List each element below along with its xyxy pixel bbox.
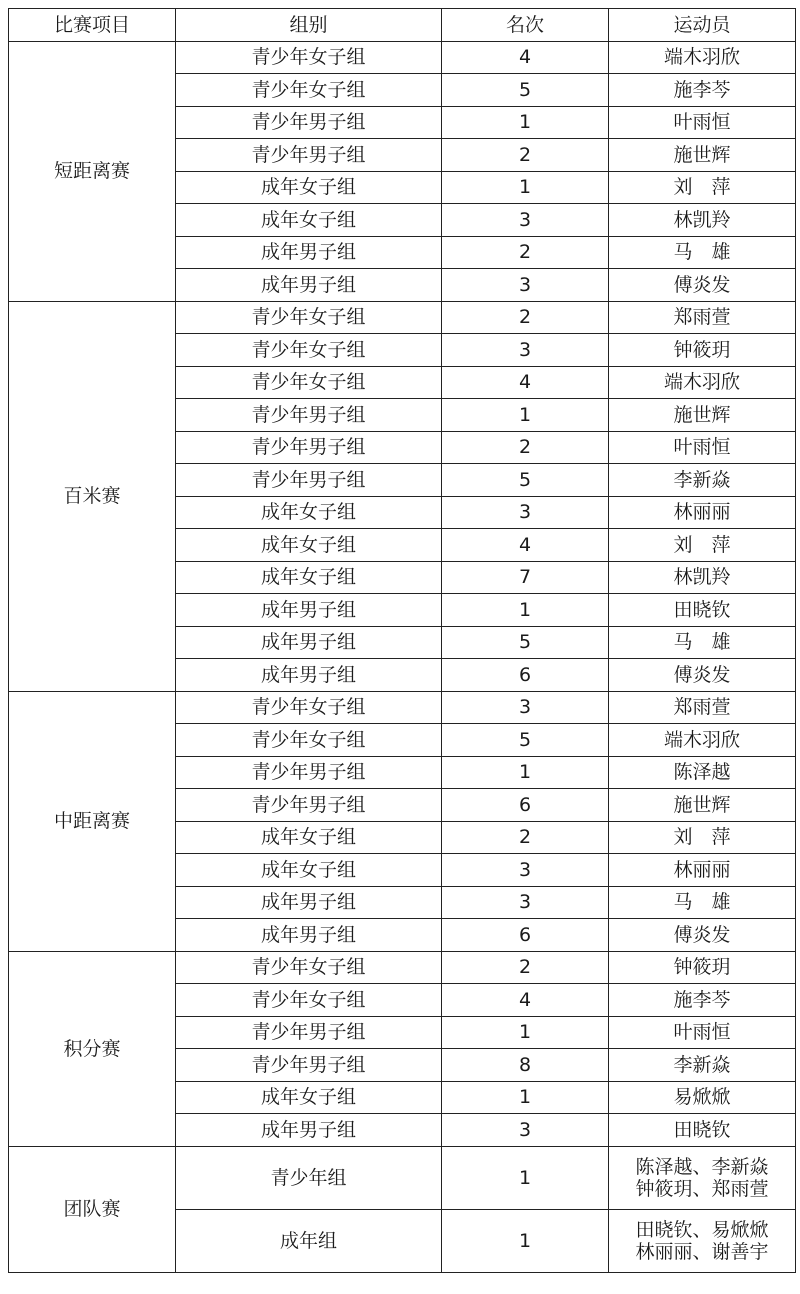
rank-cell: 1 bbox=[442, 1146, 609, 1209]
rank-cell: 4 bbox=[442, 41, 609, 74]
rank-cell: 5 bbox=[442, 74, 609, 107]
group-cell: 青少年女子组 bbox=[176, 724, 442, 757]
athlete-cell: 钟筱玥 bbox=[609, 334, 796, 367]
athlete-cell: 林凯羚 bbox=[609, 561, 796, 594]
athlete-cell: 端木羽欣 bbox=[609, 724, 796, 757]
event-name-cell: 百米赛 bbox=[9, 301, 176, 691]
athlete-cell: 田晓钦、易焮焮 林丽丽、谢善宇 bbox=[609, 1209, 796, 1272]
rank-cell: 3 bbox=[442, 269, 609, 302]
group-cell: 青少年女子组 bbox=[176, 41, 442, 74]
table-body bbox=[9, 41, 796, 1272]
group-cell: 成年女子组 bbox=[176, 1081, 442, 1114]
group-cell: 成年男子组 bbox=[176, 1114, 442, 1147]
group-cell: 成年女子组 bbox=[176, 821, 442, 854]
group-cell: 青少年女子组 bbox=[176, 334, 442, 367]
group-cell: 成年男子组 bbox=[176, 269, 442, 302]
rank-cell: 4 bbox=[442, 366, 609, 399]
rank-cell: 3 bbox=[442, 886, 609, 919]
athlete-cell: 施世辉 bbox=[609, 399, 796, 432]
rank-cell: 1 bbox=[442, 171, 609, 204]
rank-cell: 5 bbox=[442, 464, 609, 497]
athlete-cell: 钟筱玥 bbox=[609, 951, 796, 984]
table-row bbox=[9, 951, 796, 984]
athlete-cell: 刘 萍 bbox=[609, 529, 796, 562]
group-cell: 成年女子组 bbox=[176, 204, 442, 237]
group-cell: 青少年女子组 bbox=[176, 74, 442, 107]
rank-cell: 6 bbox=[442, 659, 609, 692]
group-cell: 成年男子组 bbox=[176, 919, 442, 952]
event-name-cell: 团队赛 bbox=[9, 1146, 176, 1272]
athlete-cell: 叶雨恒 bbox=[609, 1016, 796, 1049]
athlete-cell: 李新焱 bbox=[609, 1049, 796, 1082]
rank-cell: 3 bbox=[442, 854, 609, 887]
rank-cell: 2 bbox=[442, 236, 609, 269]
athlete-cell: 傅炎发 bbox=[609, 269, 796, 302]
group-cell: 成年男子组 bbox=[176, 236, 442, 269]
group-cell: 青少年女子组 bbox=[176, 984, 442, 1017]
rank-cell: 3 bbox=[442, 691, 609, 724]
athlete-cell: 马 雄 bbox=[609, 236, 796, 269]
group-cell: 成年女子组 bbox=[176, 529, 442, 562]
event-name-cell: 积分赛 bbox=[9, 951, 176, 1146]
rank-cell: 1 bbox=[442, 1016, 609, 1049]
header-group: 组别 bbox=[176, 9, 442, 42]
group-cell: 成年男子组 bbox=[176, 886, 442, 919]
rank-cell: 7 bbox=[442, 561, 609, 594]
group-cell: 青少年男子组 bbox=[176, 399, 442, 432]
group-cell: 成年女子组 bbox=[176, 496, 442, 529]
athlete-cell: 陈泽越、李新焱 钟筱玥、郑雨萱 bbox=[609, 1146, 796, 1209]
rank-cell: 3 bbox=[442, 1114, 609, 1147]
rank-cell: 3 bbox=[442, 334, 609, 367]
rank-cell: 1 bbox=[442, 106, 609, 139]
athlete-cell: 马 雄 bbox=[609, 626, 796, 659]
rank-cell: 1 bbox=[442, 756, 609, 789]
rank-cell: 4 bbox=[442, 529, 609, 562]
group-cell: 青少年男子组 bbox=[176, 756, 442, 789]
header-event: 比赛项目 bbox=[9, 9, 176, 42]
results-table bbox=[8, 8, 796, 1273]
athlete-cell: 田晓钦 bbox=[609, 1114, 796, 1147]
group-cell: 青少年女子组 bbox=[176, 691, 442, 724]
header-rank: 名次 bbox=[442, 9, 609, 42]
athlete-cell: 傅炎发 bbox=[609, 919, 796, 952]
group-cell: 青少年男子组 bbox=[176, 106, 442, 139]
group-cell: 青少年男子组 bbox=[176, 464, 442, 497]
rank-cell: 1 bbox=[442, 399, 609, 432]
table-row bbox=[9, 41, 796, 74]
rank-cell: 1 bbox=[442, 594, 609, 627]
group-cell: 青少年组 bbox=[176, 1146, 442, 1209]
athlete-cell: 李新焱 bbox=[609, 464, 796, 497]
rank-cell: 2 bbox=[442, 431, 609, 464]
athlete-cell: 端木羽欣 bbox=[609, 366, 796, 399]
athlete-cell: 田晓钦 bbox=[609, 594, 796, 627]
rank-cell: 5 bbox=[442, 724, 609, 757]
group-cell: 青少年男子组 bbox=[176, 1049, 442, 1082]
athlete-cell: 马 雄 bbox=[609, 886, 796, 919]
event-name-cell: 中距离赛 bbox=[9, 691, 176, 951]
table-row bbox=[9, 301, 796, 334]
rank-cell: 5 bbox=[442, 626, 609, 659]
header-athlete: 运动员 bbox=[609, 9, 796, 42]
group-cell: 青少年男子组 bbox=[176, 139, 442, 172]
rank-cell: 6 bbox=[442, 789, 609, 822]
athlete-cell: 林凯羚 bbox=[609, 204, 796, 237]
group-cell: 青少年男子组 bbox=[176, 431, 442, 464]
athlete-cell: 施世辉 bbox=[609, 139, 796, 172]
group-cell: 成年女子组 bbox=[176, 171, 442, 204]
group-cell: 青少年男子组 bbox=[176, 789, 442, 822]
athlete-cell: 傅炎发 bbox=[609, 659, 796, 692]
rank-cell: 1 bbox=[442, 1209, 609, 1272]
athlete-cell: 刘 萍 bbox=[609, 171, 796, 204]
athlete-cell: 施李芩 bbox=[609, 74, 796, 107]
rank-cell: 2 bbox=[442, 951, 609, 984]
athlete-cell: 施世辉 bbox=[609, 789, 796, 822]
athlete-cell: 叶雨恒 bbox=[609, 106, 796, 139]
table-row bbox=[9, 1146, 796, 1209]
rank-cell: 2 bbox=[442, 301, 609, 334]
athlete-cell: 叶雨恒 bbox=[609, 431, 796, 464]
group-cell: 青少年女子组 bbox=[176, 301, 442, 334]
athlete-cell: 易焮焮 bbox=[609, 1081, 796, 1114]
group-cell: 青少年男子组 bbox=[176, 1016, 442, 1049]
event-name-cell: 短距离赛 bbox=[9, 41, 176, 301]
athlete-cell: 陈泽越 bbox=[609, 756, 796, 789]
group-cell: 青少年女子组 bbox=[176, 366, 442, 399]
athlete-cell: 林丽丽 bbox=[609, 854, 796, 887]
group-cell: 成年组 bbox=[176, 1209, 442, 1272]
rank-cell: 8 bbox=[442, 1049, 609, 1082]
group-cell: 成年男子组 bbox=[176, 594, 442, 627]
group-cell: 成年男子组 bbox=[176, 626, 442, 659]
rank-cell: 2 bbox=[442, 139, 609, 172]
group-cell: 成年女子组 bbox=[176, 561, 442, 594]
athlete-cell: 郑雨萱 bbox=[609, 691, 796, 724]
rank-cell: 4 bbox=[442, 984, 609, 1017]
athlete-cell: 林丽丽 bbox=[609, 496, 796, 529]
table-row bbox=[9, 691, 796, 724]
rank-cell: 2 bbox=[442, 821, 609, 854]
athlete-cell: 端木羽欣 bbox=[609, 41, 796, 74]
rank-cell: 1 bbox=[442, 1081, 609, 1114]
athlete-cell: 刘 萍 bbox=[609, 821, 796, 854]
rank-cell: 3 bbox=[442, 204, 609, 237]
rank-cell: 6 bbox=[442, 919, 609, 952]
athlete-cell: 施李芩 bbox=[609, 984, 796, 1017]
rank-cell: 3 bbox=[442, 496, 609, 529]
group-cell: 成年女子组 bbox=[176, 854, 442, 887]
group-cell: 青少年女子组 bbox=[176, 951, 442, 984]
athlete-cell: 郑雨萱 bbox=[609, 301, 796, 334]
group-cell: 成年男子组 bbox=[176, 659, 442, 692]
header-row bbox=[9, 9, 796, 42]
